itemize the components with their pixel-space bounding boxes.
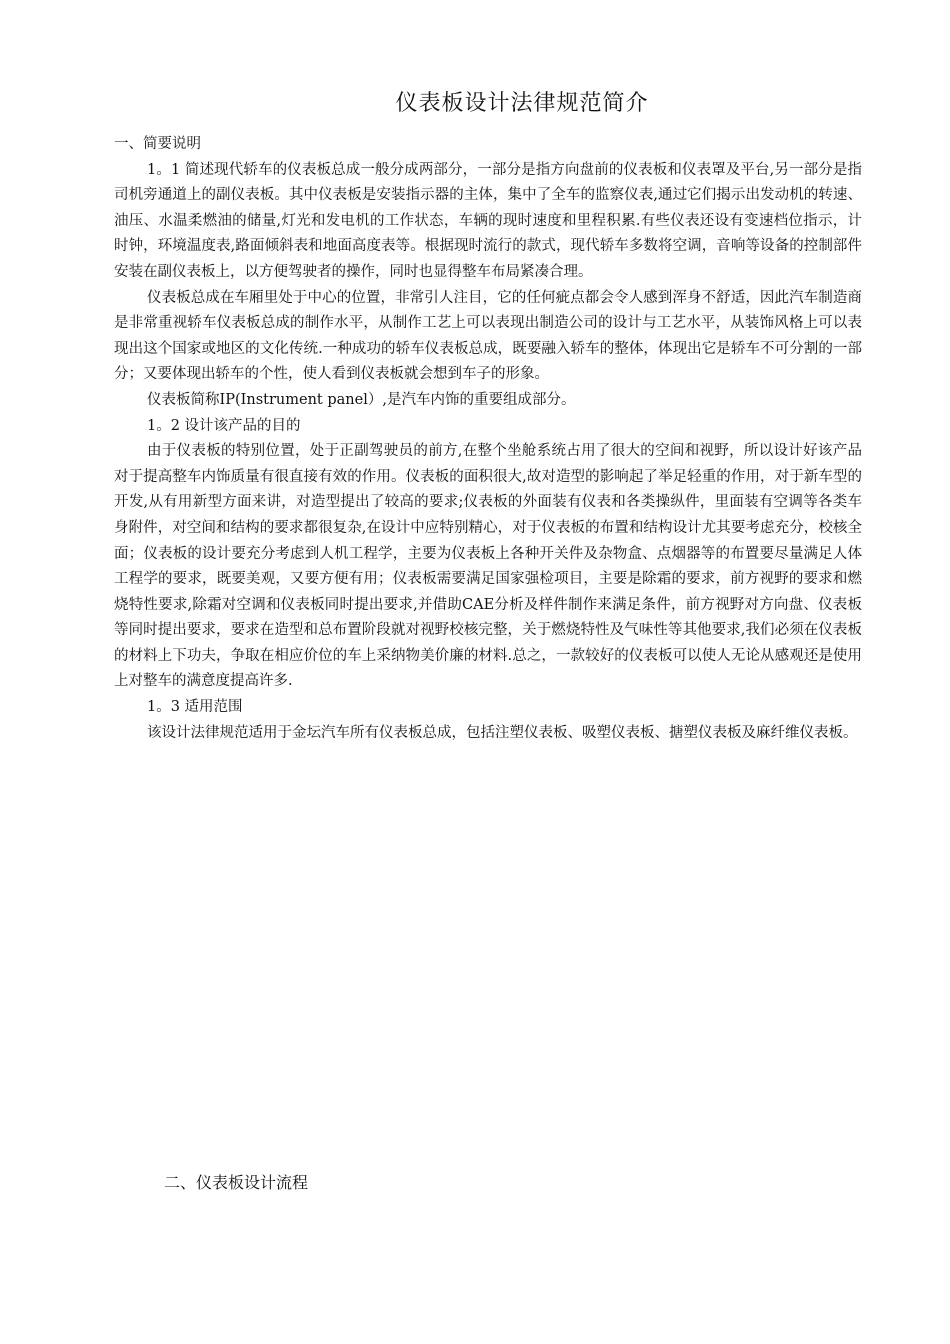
paragraph-5: 该设计法律规范适用于金坛汽车所有仪表板总成，包括注塑仪表板、吸塑仪表板、搪塑仪表板及麻纤维仪表板。 [147, 724, 858, 741]
paragraph-4: 由于仪表板的特别位置，处于正副驾驶员的前方,在整个坐舱系统占用了很大的空间和视野，所以设计好该产品对于提高整车内饰质量有很直接有效的作用。仪表板的面积很大,故对造型的影响起了举足轻重的作用，对于新车型的开发,从有用新型方面来讲，对造型提出了较高的要求;仪表板的外面装有仪表和各类操纵件，里面装有空调等各类车身附件，对空间和结构的要求都很复杂,在设计中应特别精心，对于仪表板的布置和结构设计尤其要考虑充分，校核全面；仪表板的设计要充分考虑到人机工程学，主要为仪表板上各种开关件及杂物盒、点烟器等的布置要尽量满足人体工程学的要求，既要美观，又要方便有用；仪表板需要满足国家强检项目，主要是除霜的要求，前方视野的要求和燃烧特性要求,除霜对空调和仪表板同时提出要求,并借助CAE分析及样件制作来满足条件，前方视野对方向盘、仪表板等同时提出要求，要求在造型和总布置阶段就对视野校核完整，关于燃烧特性及气味性等其他要求,我们必须在仪表板的材料上下功夫，争取在相应价位的车上采纳物美价廉的材料.总之，一款较好的仪表板可以使人无论从感观还是使用上对整车的满意度提高许多. [114, 443, 862, 690]
paragraph-1-1: 1。1 简述现代轿车的仪表板总成一般分成两部分，一部分是指方向盘前的仪表板和仪表罩及平台,另一部分是指司机旁通道上的副仪表板。其中仪表板是安装指示器的主体，集中了全车的监察仪表,通过它们揭示出发动机的转速、油压、水温柔燃油的储量,灯光和发电机的工作状态，车辆的现时速度和里程积累.有些仪表还设有变速档位指示，计时钟，环境温度表,路面倾斜表和地面高度表等。根据现时流行的款式，现代轿车多数将空调，音响等设备的控制部件安装在副仪表板上，以方便驾驶者的操作，同时也显得整车布局紧凑合理。 [114, 161, 862, 280]
section-1-heading: 一、简要说明 [114, 136, 201, 152]
subsection-1-2-heading: 1。2 设计该产品的目的 [147, 417, 301, 434]
subsection-1-3-heading: 1。3 适用范围 [147, 699, 243, 716]
section-2-heading: 二、仪表板设计流程 [164, 1173, 309, 1192]
paragraph-2: 仪表板总成在车厢里处于中心的位置，非常引人注目，它的任何疵点都会令人感到浑身不舒适，因此汽车制造商是非常重视轿车仪表板总成的制作水平，从制作工艺上可以表现出制造公司的设计与工艺水平，从装饰风格上可以表现出这个国家或地区的文化传统.一种成功的轿车仪表板总成，既要融入轿车的整体，体现出它是轿车不可分割的一部分；又要体现出轿车的个性，使人看到仪表板就会想到车子的形象。 [114, 289, 862, 383]
paragraph-3: 仪表板简称IP(Instrument panel）,是汽车内饰的重要组成部分。 [147, 391, 576, 408]
section-1 [114, 132, 862, 746]
document-title: 仪表板设计法律规范简介 [395, 91, 649, 116]
